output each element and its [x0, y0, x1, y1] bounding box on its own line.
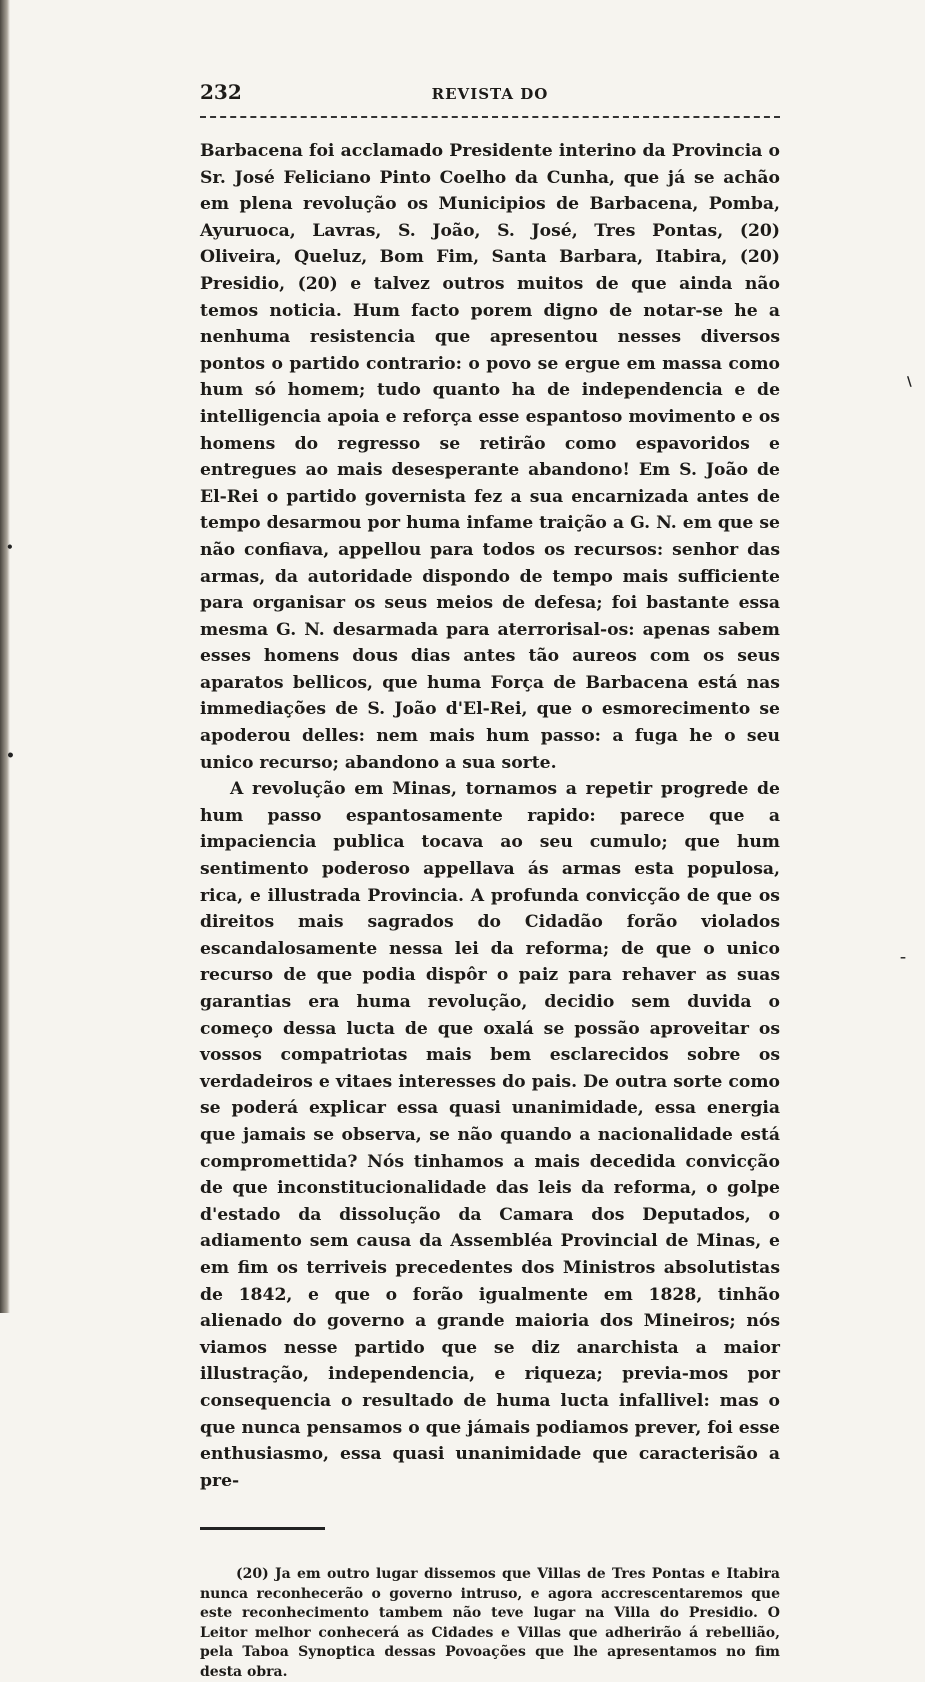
- footnote: [200, 1565, 780, 1682]
- header-rule: [200, 116, 780, 118]
- margin-speck: ∖: [905, 375, 913, 389]
- footnote-rule: [200, 1527, 325, 1530]
- margin-speck: •: [6, 540, 14, 554]
- margin-speck: •: [6, 748, 15, 764]
- margin-speck: –: [900, 950, 906, 964]
- paragraph: A revolução em Minas, tornamos a repetir progrede de hum passo espantosamente rapido: parece que a impaciencia publica tocava ao seu cumulo; que hum sentimento poderoso appellava ás armas esta populosa, rica, e illustrada Provincia. A profunda convicção de que os direitos mais sagrados do Cidadão forão violados escandalosamente nessa lei da reforma; de que o unico recurso de que podia dispôr o paiz para rehaver as suas garantias era huma revolução, decidio sem duvida o começo dessa lucta de que oxalá se possão aproveitar os vossos compatriotas mais bem esclarecidos sobre os verdadeiros e vitaes interesses do pais. De outra sorte como se poderá explicar essa quasi unanimidade, essa energia que jamais se observa, se não quando a nacionalidade está compromettida? Nós tinhamos a mais decedida convicção de que inconstitucionalidade das leis da reforma, o golpe d'estado da dissolução da Camara dos Deputados, o adiamento sem causa da Assembléa Provincial de Minas, e em fim os terriveis precedentes dos Ministros absolutistas de 1842, e que o forão igualmente em 1828, tinhão alienado do governo a grande maioria dos Mineiros; nós viamos nesse partido que se diz anarchista a maior illustração, independencia, e riqueza; previa-mos por consequencia o resultado de huma lucta infallivel: mas o que nunca pensamos o que jámais podiamos prever, foi esse enthusiasmo, essa quasi unanimidade que caracterisão a pre-: [200, 779, 780, 1491]
- page-number: 232: [200, 80, 242, 104]
- paragraph: Barbacena foi acclamado Presidente interino da Provincia o Sr. José Feliciano Pinto Coelho da Cunha, que já se achão em plena revolução os Municipios de Barbacena, Pomba, Ayuruoca, Lavras, S. João, S. José, Tres Pontas, (20) Oliveira, Queluz, Bom Fim, Santa Barbara, Itabira, (20) Presidio, (20) e talvez outros muitos de que ainda não temos noticia. Hum facto porem digno de notar-se he a nenhuma resistencia que apresentou nesses diversos pontos o partido contrario: o povo se ergue em massa como hum só homem; tudo quanto ha de independencia e de intelligencia apoia e reforça esse espantoso movimento e os homens do regresso se retirão como espavoridos e entregues ao mais desesperante abandono! Em S. João de El-Rei o partido governista fez a sua encarnizada antes de tempo desarmou por huma infame traição a G. N. em que se não confiava, appellou para todos os recursos: senhor das armas, da autoridade dispondo de tempo mais sufficiente para organisar os seus meios de defesa; foi bastante essa mesma G. N. desarmada para aterrorisal-os: apenas sabem esses homens dous dias antes tão aureos com os seus aparatos bellicos, que huma Força de Barbacena está nas immediações de S. João d'El-Rei, que o esmorecimento se apoderou delles: nem mais hum passo: a fuga he o seu unico recurso; abandono a sua sorte.: [200, 141, 780, 773]
- body-text: [200, 138, 780, 1494]
- running-title: REVISTA DO: [431, 85, 549, 103]
- page-header: [200, 80, 780, 106]
- document-page: [200, 80, 780, 1682]
- footnote-text: (20) Ja em outro lugar dissemos que Villas de Tres Pontas e Itabira nunca reconhecerão o governo intruso, e agora accrescentaremos que este reconhecimento tambem não teve lugar na Villa do Presidio. O Leitor melhor conhecerá as Cidades e Villas que adherirão á rebellião, pela Taboa Synoptica dessas Povoações que lhe apresentamos no fim desta obra.: [200, 1566, 780, 1680]
- book-spine-shadow: [0, 0, 10, 1313]
